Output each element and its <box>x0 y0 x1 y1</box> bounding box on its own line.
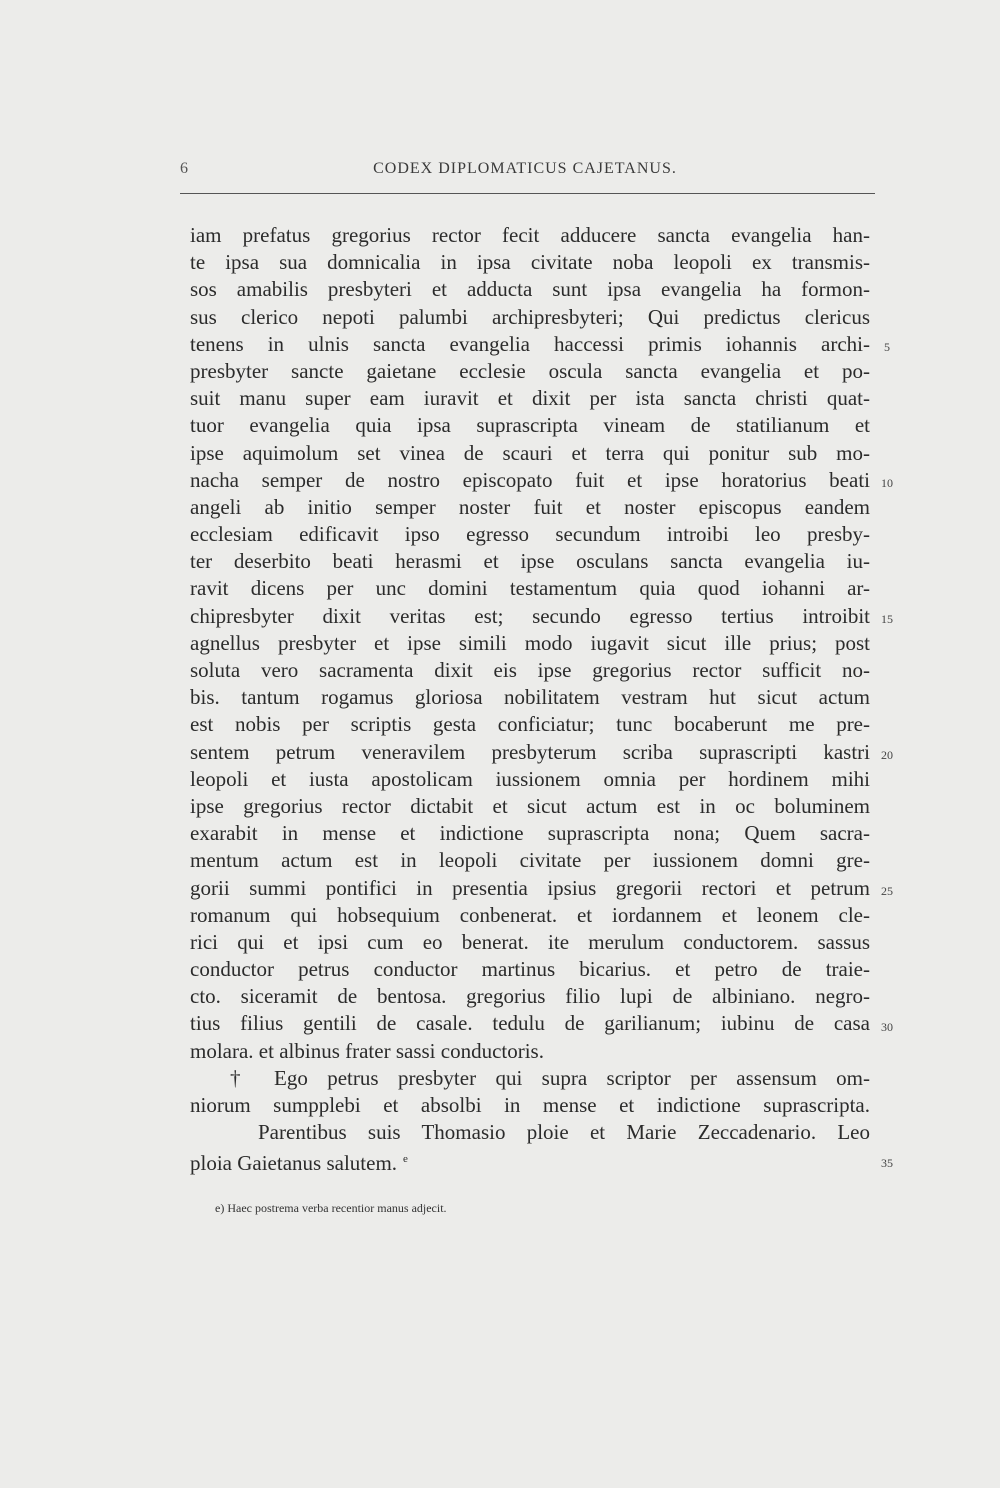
text-line: ipse aquimolum set vinea de scauri et terra qui ponitur sub mo- <box>190 440 870 465</box>
text-line: agnellus presbyter et ipse simili modo iugavit sicut ille prius; post <box>190 630 870 655</box>
text-line: sentem petrum veneravilem presbyterum scriba suprascripti kastri <box>190 739 870 764</box>
text-line: soluta vero sacramenta dixit eis ipse gregorius rector sufficit no- <box>190 658 870 682</box>
footnote-marker: e <box>403 1153 408 1166</box>
text-line: bis. tantum rogamus gloriosa nobilitatem vestram hut sicut actum <box>190 685 870 710</box>
line-number: 35 <box>881 1155 893 1170</box>
text-line: ravit dicens per unc domini testamentum quia quod iohanni ar- <box>190 576 870 601</box>
running-title: CODEX DIPLOMATICUS CAJETANUS. <box>373 160 677 177</box>
address-line <box>190 1146 870 1176</box>
text-line: chipresbyter dixit veritas est; secundo egresso tertius introibit <box>190 603 870 628</box>
text-line: sos amabilis presbyteri et adducta sunt ipsa evangelia ha formon- <box>190 277 870 302</box>
line-number: 5 <box>884 339 890 354</box>
text-line: est nobis per scriptis gesta conficiatur; tunc bocaberunt me pre- <box>190 712 870 737</box>
text-line: ter deserbito beati herasmi et ipse osculans sancta evangelia iu- <box>190 549 870 574</box>
line-number: 20 <box>881 747 893 762</box>
text-line: cto. siceramit de bentosa. gregorius filio lupi de albiniano. negro- <box>190 984 870 1009</box>
text-line: mentum actum est in leopoli civitate per iussionem domni gre- <box>190 848 870 873</box>
text-line: rici qui et ipsi cum eo benerat. ite merulum conductorem. sassus <box>190 929 870 954</box>
footnote: e) Haec postrema verba recentior manus adjecit. <box>215 1201 447 1215</box>
text-line: leopoli et iusta apostolicam iussionem omnia per hordinem mihi <box>190 766 870 791</box>
subscription-line: niorum sumpplebi et absolbi in mense et indictione suprascripta. <box>190 1093 870 1117</box>
text-line: tuor evangelia quia ipsa suprascripta vineam de statilianum et <box>190 413 870 438</box>
text-line: presbyter sancte gaietane ecclesie oscula sancta evangelia et po- <box>190 358 870 383</box>
text-line: tenens in ulnis sancta evangelia haccessi primis iohannis archi- <box>190 331 870 356</box>
text-line: exarabit in mense et indictione suprascripta nona; Quem sacra- <box>190 821 870 846</box>
text-line: molara. et albinus frater sassi conductoris. <box>190 1038 544 1063</box>
text-line: conductor petrus conductor martinus bicarius. et petro de traie- <box>190 957 870 982</box>
address-line: Parentibus suis Thomasio ploie et Marie Zeccadenario. Leo <box>258 1120 870 1145</box>
text-line: ipse gregorius rector dictabit et sicut actum est in oc boluminem <box>190 793 870 818</box>
text-line: suit manu super eam iuravit et dixit per ista sancta christi quat- <box>190 386 870 411</box>
text-line: gorii summi pontifici in presentia ipsius gregorii rectori et petrum <box>190 875 870 900</box>
address-text: ploia Gaietanus salutem. <box>190 1151 398 1176</box>
text-line: ecclesiam edificavit ipso egresso secundum introibi leo presby- <box>190 522 870 547</box>
page-number: 6 <box>180 160 188 177</box>
text-line: te ipsa sua domnicalia in ipsa civitate noba leopoli ex transmis- <box>190 250 870 275</box>
line-number: 10 <box>881 475 893 490</box>
text-line: sus clerico nepoti palumbi archipresbyteri; Qui predictus clericus <box>190 304 870 329</box>
text-line: tius filius gentili de casale. tedulu de garilianum; iubinu de casa <box>190 1011 870 1036</box>
text-line: angeli ab initio semper noster fuit et noster episcopus eandem <box>190 494 870 519</box>
line-number: 15 <box>881 611 893 626</box>
subscription-line: † Ego petrus presbyter qui supra scriptor per assensum om- <box>230 1065 870 1090</box>
body-text <box>190 222 870 1174</box>
line-number: 25 <box>881 883 893 898</box>
text-line: romanum qui hobsequium conbenerat. et iordannem et leonem cle- <box>190 902 870 927</box>
text-line: nacha semper de nostro episcopato fuit et ipse horatorius beati <box>190 467 870 492</box>
text-line: iam prefatus gregorius rector fecit adducere sancta evangelia han- <box>190 223 870 247</box>
line-number: 30 <box>881 1019 893 1034</box>
header-rule <box>180 193 875 194</box>
page-header <box>180 160 870 190</box>
